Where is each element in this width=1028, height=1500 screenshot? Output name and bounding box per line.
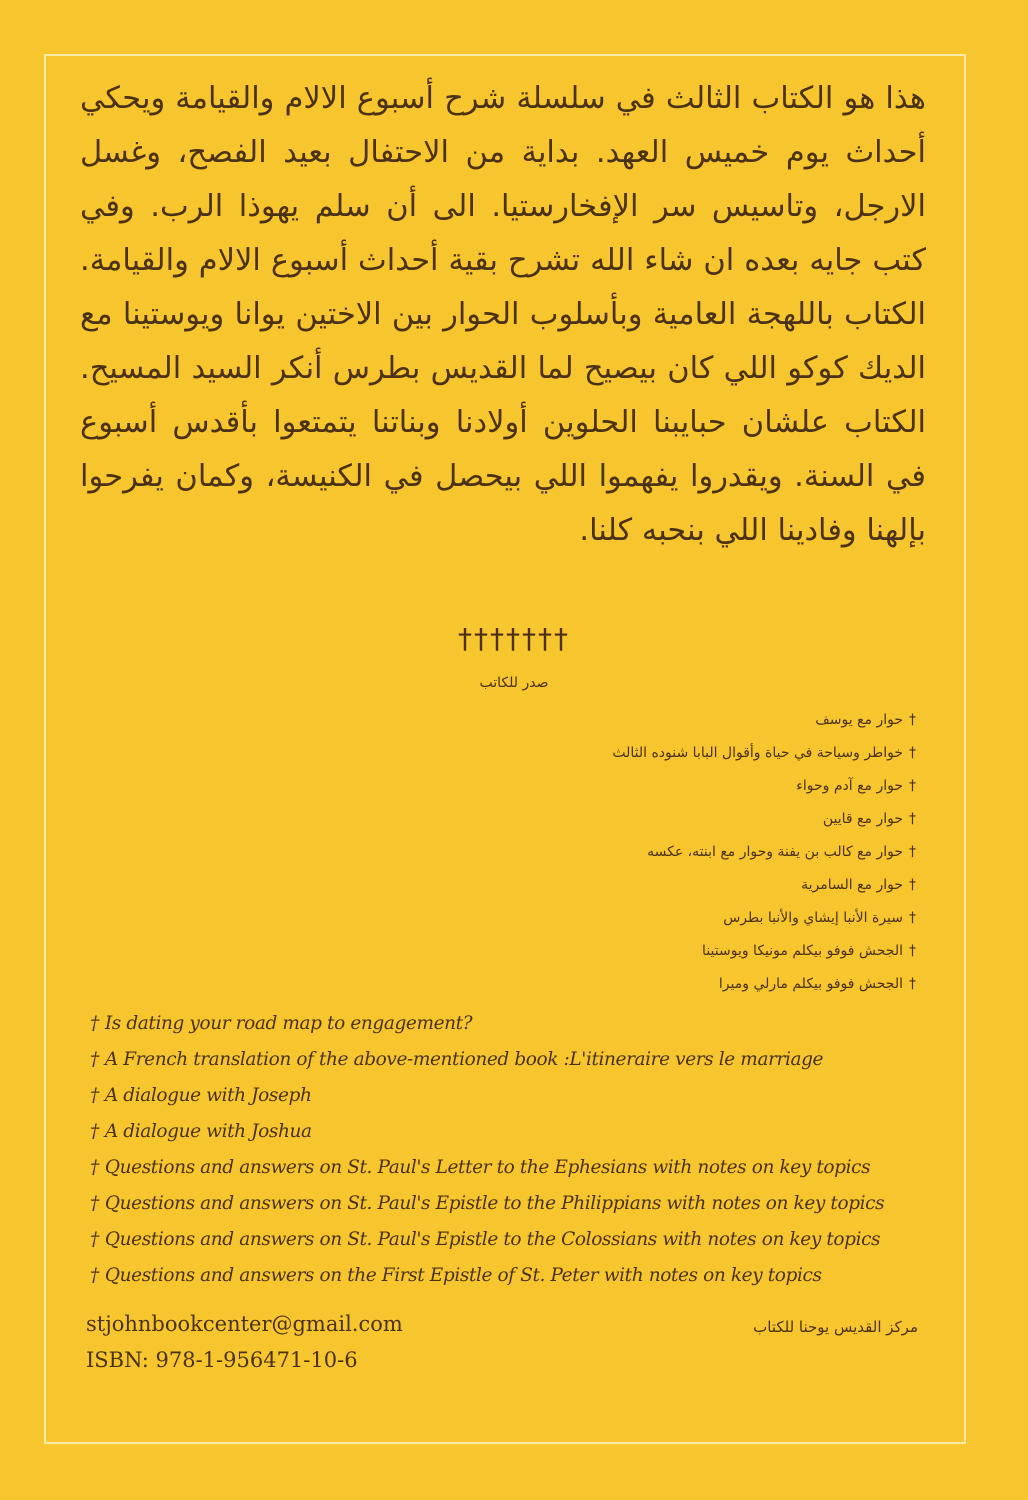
list-item: †حوار مع كالب بن يفنة وحوار مع ابنته، عكسه	[402, 836, 922, 869]
cross-icon: †	[90, 1265, 99, 1286]
cross-icon: †	[909, 712, 916, 728]
email-address: stjohnbookcenter@gmail.com	[86, 1312, 403, 1336]
cross-icon: †	[909, 976, 916, 992]
list-item: †حوار مع يوسف	[402, 704, 922, 737]
list-item: † Questions and answers on St. Paul's Epistle to the Colossians with notes on key topics	[84, 1222, 944, 1258]
cross-icon: †	[90, 1085, 99, 1106]
cross-icon: †	[90, 1013, 99, 1034]
cross-icon: †	[90, 1229, 99, 1250]
list-item: † A dialogue with Joseph	[84, 1078, 944, 1114]
publisher-name: مركز القديس يوحنا للكتاب	[753, 1318, 918, 1336]
book-description: هذا هو الكتاب الثالث في سلسلة شرح أسبوع الالام والقيامة ويحكي أحداث يوم خميس العهد. بداية من الاحتفال بعيد الفصح، وغسل الارجل، وتاسيس سر الإفخارستيا. الى أن سلم يهوذا الرب. وفي كتب جايه بعده ان شاء الله تشرح بقية أحداث أسبوع الالام والقيامة. الكتاب باللهجة العامية وبأسلوب الحوار بين الاختين يوانا ويوستينا مع الديك كوكو اللي كان بيصيح لما القديس بطرس أنكر السيد المسيح. الكتاب علشان حبايبنا الحلوين أولادنا وبناتنا يتمتعوا بأقدس أسبوع في السنة. ويقدروا يفهموا اللي بيحصل في الكنيسة، وكمان يفرحوا بإلهنا وفادينا اللي بنحبه كلنا.	[80, 81, 926, 548]
list-item: † Questions and answers on St. Paul's Letter to the Ephesians with notes on key topics	[84, 1150, 944, 1186]
list-item: † A dialogue with Joshua	[84, 1114, 944, 1150]
cross-icon: †	[90, 1049, 99, 1070]
list-item: †حوار مع قايين	[402, 803, 922, 836]
contact-block	[86, 1306, 403, 1378]
list-item: †الجحش فوفو بيكلم مارلي وميرا	[402, 968, 922, 1001]
list-item: †حوار مع آدم وحواء	[402, 770, 922, 803]
cross-divider: †††††††	[458, 622, 570, 655]
published-by-author-heading: صدر للكاتب	[479, 675, 549, 691]
cross-icon: †	[909, 844, 916, 860]
cross-icon: †	[909, 811, 916, 827]
english-books-list	[84, 1006, 944, 1294]
list-item: † Is dating your road map to engagement?	[84, 1006, 944, 1042]
cross-icon: †	[90, 1121, 99, 1142]
list-item: † Questions and answers on St. Paul's Epistle to the Philippians with notes on key topics	[84, 1186, 944, 1222]
cross-icon: †	[90, 1157, 99, 1178]
list-item: †حوار مع السامرية	[402, 869, 922, 902]
cross-icon: †	[909, 943, 916, 959]
list-item: † A French translation of the above-mentioned book :L'itineraire vers le marriage	[84, 1042, 944, 1078]
cross-icon: †	[909, 877, 916, 893]
cross-icon: †	[90, 1193, 99, 1214]
list-item: †سيرة الأنبا إيشاي والأنبا بطرس	[402, 902, 922, 935]
list-item: †الجحش فوفو بيكلم مونيكا ويوستينا	[402, 935, 922, 968]
list-item: † Questions and answers on the First Epistle of St. Peter with notes on key topics	[84, 1258, 944, 1294]
cross-icon: †	[909, 778, 916, 794]
isbn-number: ISBN: 978-1-956471-10-6	[86, 1348, 358, 1372]
arabic-books-list	[402, 704, 922, 1001]
list-item: †خواطر وسياحة في حياة وأقوال البابا شنوده الثالث	[402, 737, 922, 770]
cross-icon: †	[909, 745, 916, 761]
cross-icon: †	[909, 910, 916, 926]
